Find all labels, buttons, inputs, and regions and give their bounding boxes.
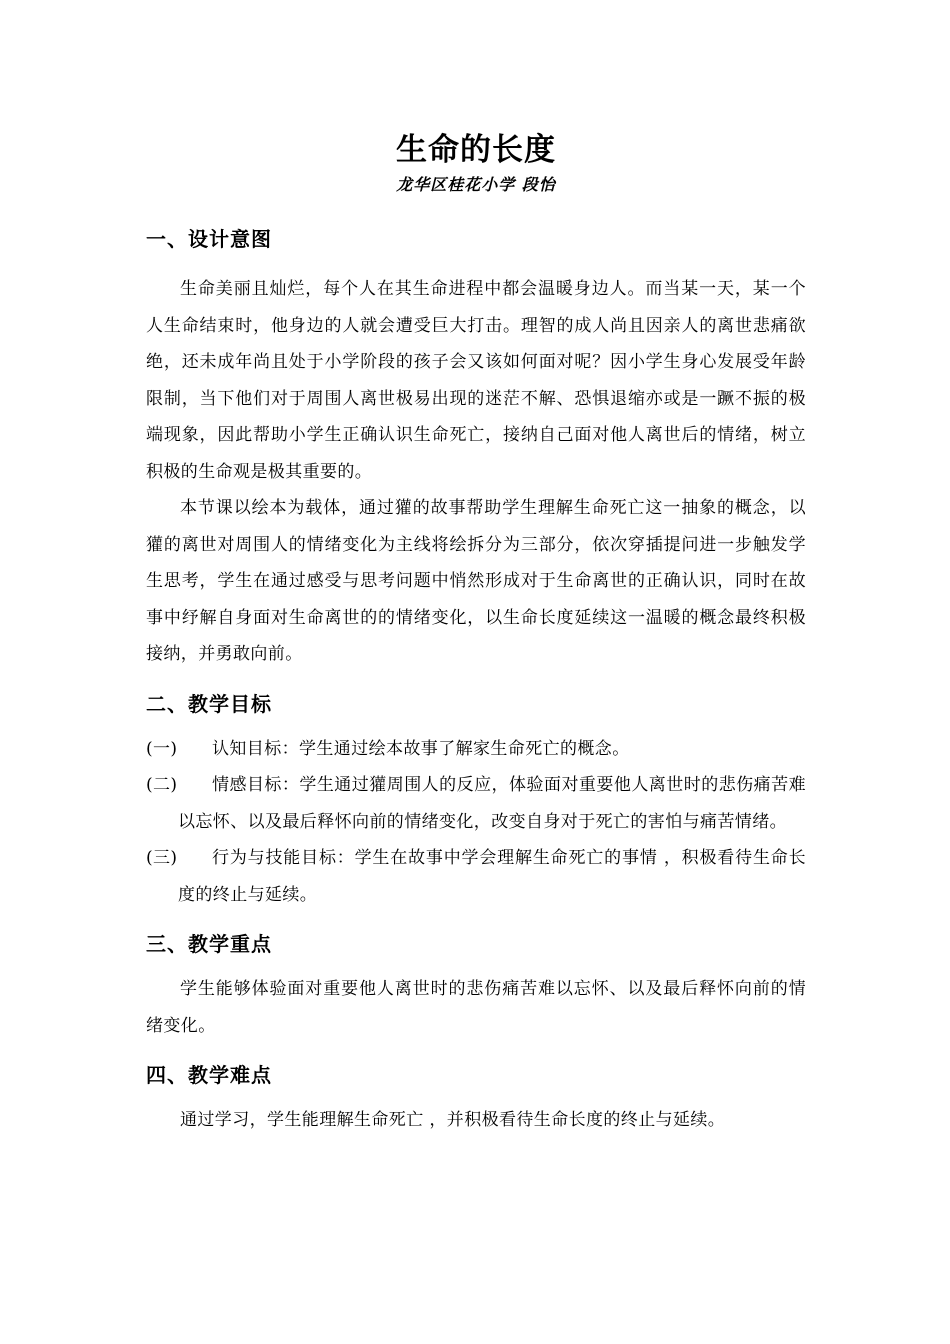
section-heading-difficulties: 四、教学难点: [146, 1063, 272, 1087]
section-heading-design: 一、设计意图: [146, 227, 272, 251]
goal-item-2: [146, 767, 806, 840]
goal-item-3: [146, 840, 806, 913]
section-heading-key-points: 三、教学重点: [146, 932, 272, 956]
key-points-paragraph: 学生能够体验面对重要他人离世时的悲伤痛苦难以忘怀、以及最后释怀向前的情绪变化。: [146, 979, 806, 1036]
goal-item-1: [146, 731, 806, 768]
goal-text: 行为与技能目标：学生在故事中学会理解生命死亡的事情 ，积极看待生命长度的终止与延续。: [178, 848, 806, 905]
goal-number: (二): [146, 775, 178, 795]
document-author: 龙华区桂花小学 段怡: [396, 175, 556, 194]
section-heading-goals: 二、教学目标: [146, 691, 272, 716]
goal-number: (三): [146, 848, 178, 868]
goal-number: (一): [146, 738, 178, 759]
design-paragraph-2: 本节课以绘本为载体，通过獾的故事帮助学生理解生命死亡这一抽象的概念，以獾的离世对周围人的情绪变化为主线将绘拆分为三部分，依次穿插提问进一步触发学生思考，学生在通过感受与思考问题中悄然形成对于生命离世的正确认识，同时在故事中纾解自身面对生命离世的的情绪变化，以生命长度延续这一温暖的概念最终积极接纳，并勇敢向前。: [146, 498, 806, 664]
document-title: 生命的长度: [396, 132, 556, 168]
design-paragraph-1: 生命美丽且灿烂，每个人在其生命进程中都会温暖身边人。而当某一天，某一个人生命结束时，他身边的人就会遭受巨大打击。理智的成人尚且因亲人的离世悲痛欲绝，还未成年尚且处于小学阶段的孩子会又该如何面对呢？因小学生身心发展受年龄限制，当下他们对于周围人离世极易出现的迷茫不解、恐惧退缩亦或是一蹶不振的极端现象，因此帮助小学生正确认识生命死亡，接纳自己面对他人离世后的情绪，树立积极的生命观是极其重要的。: [146, 279, 806, 482]
goal-text: 情感目标：学生通过獾周围人的反应，体验面对重要他人离世时的悲伤痛苦难以忘怀、以及最后释怀向前的情绪变化，改变自身对于死亡的害怕与痛苦情绪。: [178, 775, 806, 832]
difficulties-paragraph: 通过学习，学生能理解生命死亡 ，并积极看待生命长度的终止与延续。: [180, 1110, 726, 1130]
document-body: [146, 128, 806, 1139]
goal-text: 认知目标：学生通过绘本故事了解家生命死亡的概念。: [212, 738, 630, 759]
